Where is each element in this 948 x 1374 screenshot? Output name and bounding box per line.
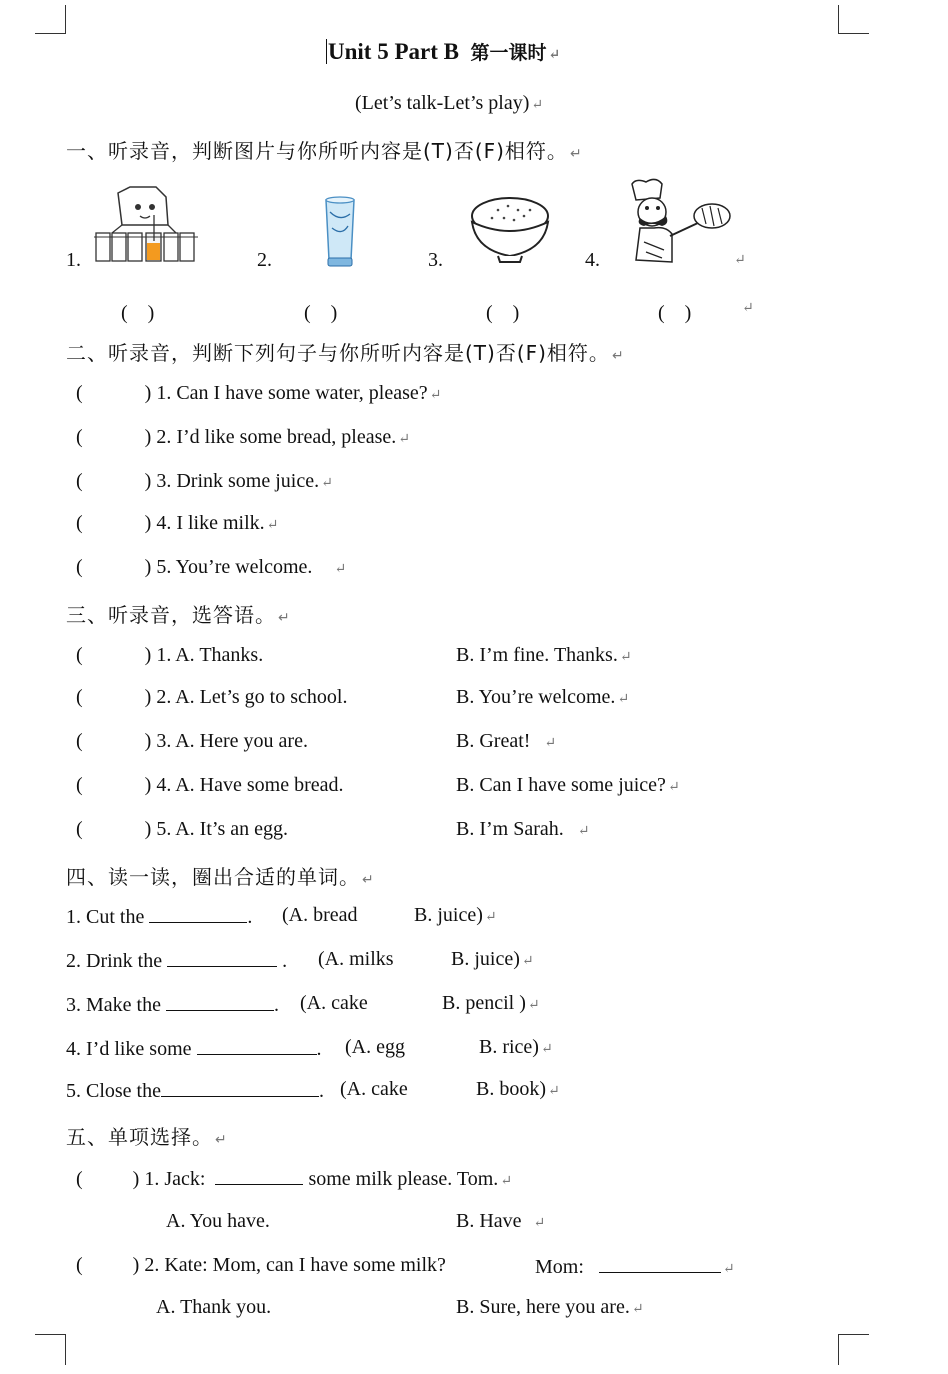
statement-text: 2. I’d like some bread, please.	[156, 426, 397, 448]
picture-number-1: 1.	[66, 249, 81, 271]
paren-open[interactable]: (	[76, 1254, 83, 1276]
section3-item-2	[76, 686, 347, 709]
return-mark: ↵	[531, 98, 544, 113]
paren-open[interactable]: (	[76, 470, 83, 492]
return-mark: ↵	[334, 562, 347, 577]
return-mark: ↵	[484, 910, 497, 925]
section4-item-5-b[interactable]	[476, 1078, 560, 1101]
return-mark: ↵	[533, 1216, 546, 1231]
option-b: B. I’m fine. Thanks.	[456, 644, 618, 666]
paren-open[interactable]: (	[76, 512, 83, 534]
paren-open[interactable]: (	[76, 382, 83, 404]
return-mark: ↵	[500, 1174, 513, 1189]
option-a: 2. A. Let’s go to school.	[156, 686, 348, 708]
section2-item-3	[76, 470, 333, 493]
paren-close: )	[144, 382, 152, 404]
option-a: 4. A. Have some bread.	[156, 774, 344, 796]
sentence-start: 3. Make the	[66, 994, 161, 1016]
return-mark: ↵	[266, 518, 279, 533]
return-mark: ↵	[667, 780, 680, 795]
section4-item-1-a[interactable]: (A. bread	[282, 904, 358, 926]
fill-blank[interactable]	[215, 1166, 303, 1185]
section4-item-2	[66, 948, 287, 973]
page-title	[326, 38, 560, 65]
paren-close: )	[144, 644, 152, 666]
section3-item-2-b	[456, 686, 629, 709]
answer-paren-4[interactable]: ( )	[658, 302, 692, 324]
option-b: B. Great!	[456, 730, 531, 752]
crop-mark-bottom-left	[35, 1334, 66, 1365]
choice-b[interactable]: B. book)	[476, 1078, 546, 1100]
option-b: B. I’m Sarah.	[456, 818, 564, 840]
return-mark: ↵	[527, 998, 540, 1013]
section4-item-3-a[interactable]: (A. cake	[300, 992, 368, 1014]
fill-blank[interactable]	[149, 904, 247, 923]
paren-close: )	[144, 470, 152, 492]
choice-b[interactable]: B. juice)	[451, 948, 520, 970]
title-cn: 第一课时	[470, 42, 547, 64]
page-subtitle	[355, 92, 543, 115]
paren-open[interactable]: (	[76, 774, 83, 796]
question-stem-end: some milk please. Tom.	[308, 1168, 499, 1190]
section3-item-1	[76, 644, 263, 667]
option-b: B. You’re welcome.	[456, 686, 616, 708]
fill-blank[interactable]	[197, 1036, 317, 1055]
paren-open[interactable]: (	[76, 818, 83, 840]
statement-text: 5. You’re welcome.	[156, 556, 313, 578]
section4-item-2-a[interactable]: (A. milks	[318, 948, 394, 970]
answer-paren-3[interactable]: ( )	[486, 302, 520, 324]
return-mark: ↵	[521, 954, 534, 969]
section5-q2-answer	[535, 1254, 735, 1279]
paren-open[interactable]: (	[76, 730, 83, 752]
rice-bowl-icon	[468, 192, 552, 264]
section4-item-5-a[interactable]: (A. cake	[340, 1078, 408, 1100]
return-mark: ↵	[611, 348, 625, 364]
sentence-start: 2. Drink the	[66, 950, 163, 972]
answer-paren-1[interactable]: ( )	[121, 302, 155, 324]
return-mark: ↵	[548, 48, 561, 63]
paren-close: )	[144, 556, 152, 578]
return-mark: ↵	[631, 1302, 644, 1317]
statement-text: 3. Drink some juice.	[156, 470, 320, 492]
return-mark: ↵	[742, 301, 754, 316]
paren-open[interactable]: (	[76, 426, 83, 448]
return-mark: ↵	[548, 1084, 560, 1099]
option-a: 5. A. It’s an egg.	[156, 818, 288, 840]
paren-close: )	[132, 1168, 140, 1190]
section3-heading	[66, 599, 291, 628]
speaker-label: Mom:	[535, 1256, 584, 1278]
section4-item-3-b[interactable]	[442, 992, 540, 1015]
return-mark: ↵	[569, 146, 583, 162]
return-mark: ↵	[398, 432, 410, 447]
section5-q1-option-b[interactable]	[456, 1210, 545, 1233]
section2-item-2	[76, 426, 410, 449]
paren-close: )	[144, 774, 152, 796]
choice-b[interactable]: B. juice)	[414, 904, 483, 926]
fill-blank[interactable]	[161, 1078, 319, 1097]
paren-open[interactable]: (	[76, 1168, 83, 1190]
return-mark: ↵	[619, 650, 632, 665]
paren-close: )	[144, 512, 152, 534]
section2-item-4	[76, 512, 278, 535]
section3-item-4-b	[456, 774, 680, 797]
picture-number-2: 2.	[257, 249, 272, 271]
choice-b[interactable]: B. pencil )	[442, 992, 526, 1014]
option-b: B. Can I have some juice?	[456, 774, 666, 796]
section4-heading	[66, 861, 375, 890]
return-mark: ↵	[540, 1042, 553, 1057]
paren-close: )	[144, 686, 152, 708]
section4-item-4-a[interactable]: (A. egg	[345, 1036, 405, 1058]
sentence-end: .	[319, 1080, 324, 1102]
return-mark: ↵	[362, 872, 375, 888]
section5-heading	[66, 1121, 228, 1150]
fill-blank[interactable]	[599, 1254, 721, 1273]
paren-close: )	[144, 818, 152, 840]
title-main: Unit 5 Part B	[328, 39, 459, 64]
section3-item-5-b	[456, 818, 590, 841]
option-a: 3. A. Here you are.	[156, 730, 308, 752]
sentence-start: 4. I’d like some	[66, 1038, 192, 1060]
section5-q1	[76, 1166, 512, 1191]
option-b[interactable]: B. Have	[456, 1210, 522, 1232]
section4-item-1	[66, 904, 252, 929]
sentence-end: .	[316, 1038, 322, 1060]
return-mark: ↵	[734, 253, 746, 268]
question-stem: 2. Kate: Mom, can I have some milk?	[144, 1254, 446, 1276]
section5-q2-option-a[interactable]: A. Thank you.	[156, 1296, 272, 1318]
return-mark: ↵	[278, 610, 291, 626]
section3-item-3	[76, 730, 308, 753]
section4-item-2-b[interactable]	[451, 948, 534, 971]
section4-item-5	[66, 1078, 324, 1103]
section5-heading-text: 五、单项选择。	[66, 1125, 213, 1149]
fill-blank[interactable]	[166, 992, 274, 1011]
sentence-end: .	[273, 994, 279, 1016]
chef-with-bread-icon	[622, 178, 734, 268]
section2-item-5	[76, 556, 346, 579]
crop-mark-bottom-right	[838, 1334, 869, 1365]
option-b[interactable]: B. Sure, here you are.	[456, 1296, 630, 1318]
section2-item-1	[76, 382, 441, 405]
picture-number-4: 4.	[585, 249, 600, 271]
statement-text: 4. I like milk.	[156, 512, 265, 534]
sentence-start: 5. Close the	[66, 1080, 161, 1102]
question-stem: 1. Jack:	[144, 1168, 206, 1190]
water-glass-icon	[320, 192, 360, 268]
section1-heading-text: 一、听录音，判断图片与你所听内容是(T)否(F)相符。	[66, 139, 568, 163]
section2-heading	[66, 337, 625, 366]
return-mark: ↵	[429, 388, 442, 403]
return-mark: ↵	[321, 476, 333, 491]
section4-item-1-b[interactable]	[414, 904, 497, 927]
section4-item-3	[66, 992, 279, 1017]
section4-heading-text: 四、读一读，圈出合适的单词。	[66, 865, 360, 889]
picture-number-3: 3.	[428, 249, 443, 271]
section5-q2	[76, 1254, 446, 1277]
fill-blank[interactable]	[167, 948, 277, 967]
paren-open[interactable]: (	[76, 644, 83, 666]
section5-q1-option-a[interactable]: A. You have.	[166, 1210, 270, 1232]
crop-mark-top-left	[35, 5, 66, 34]
return-mark: ↵	[617, 692, 630, 707]
return-mark: ↵	[577, 824, 590, 839]
crop-mark-top-right	[838, 5, 869, 34]
paren-close: )	[132, 1254, 140, 1276]
paren-close: )	[144, 730, 152, 752]
section5-q2-option-b[interactable]	[456, 1296, 644, 1319]
return-mark: ↵	[544, 736, 557, 751]
section1-heading	[66, 135, 583, 164]
section3-item-5	[76, 818, 288, 841]
choice-b[interactable]: B. rice)	[479, 1036, 539, 1058]
subtitle-text: (Let’s talk-Let’s play)	[355, 92, 530, 114]
answer-paren-2[interactable]: ( )	[304, 302, 338, 324]
sentence-end: .	[282, 950, 288, 972]
sentence-start: 1. Cut the	[66, 906, 145, 928]
paren-open[interactable]: (	[76, 686, 83, 708]
section3-heading-text: 三、听录音，选答语。	[66, 603, 276, 627]
section3-item-1-b	[456, 644, 632, 667]
section3-item-4	[76, 774, 344, 797]
section2-heading-text: 二、听录音，判断下列句子与你所听内容是(T)否(F)相符。	[66, 341, 610, 365]
section4-item-4-b[interactable]	[479, 1036, 553, 1059]
section4-item-4	[66, 1036, 322, 1061]
statement-text: 1. Can I have some water, please?	[156, 382, 428, 404]
section3-item-3-b	[456, 730, 556, 753]
option-a: 1. A. Thanks.	[156, 644, 264, 666]
sentence-end: .	[247, 906, 253, 928]
juice-glasses-icon	[94, 185, 200, 265]
return-mark: ↵	[722, 1262, 735, 1277]
paren-open[interactable]: (	[76, 556, 83, 578]
return-mark: ↵	[215, 1132, 228, 1148]
paren-close: )	[144, 426, 152, 448]
